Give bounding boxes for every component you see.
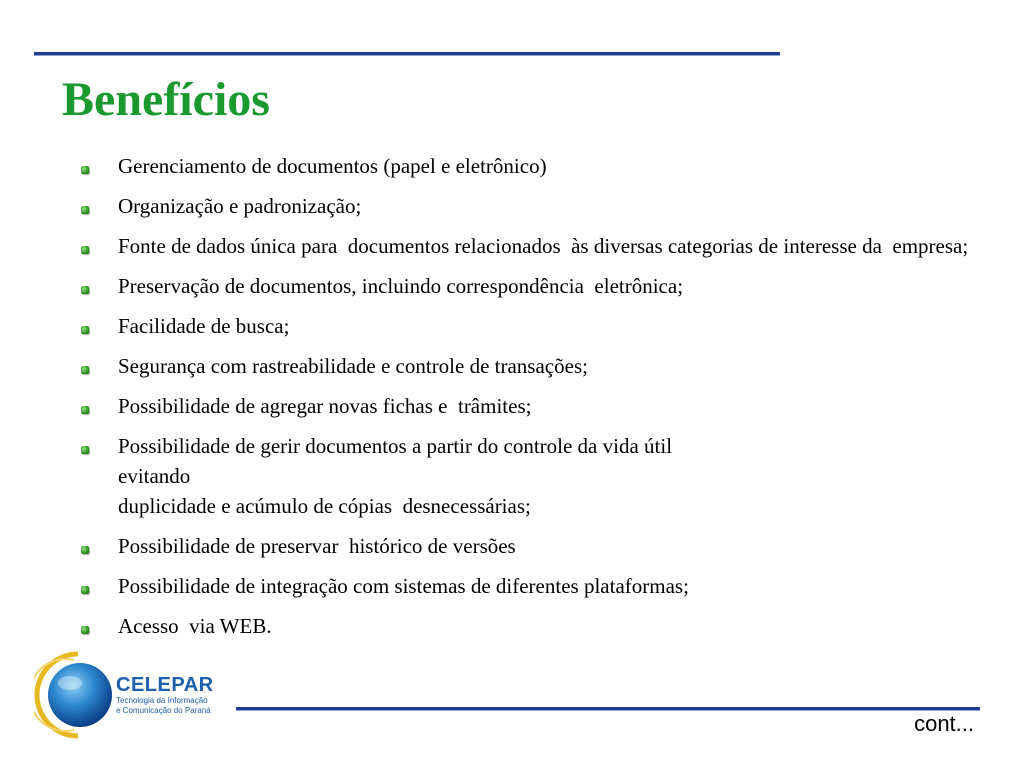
bullet-text: Possibilidade de integração com sistemas de diferentes plataformas;: [118, 574, 689, 598]
bullet-text: Facilidade de busca;: [118, 314, 290, 338]
bullet-item: [80, 191, 990, 221]
slide-title: Benefícios: [62, 73, 270, 126]
bullet-icon: [81, 406, 89, 414]
globe-logo-icon: [34, 650, 124, 740]
bullet-item: [80, 571, 990, 601]
bullet-text: Organização e padronização;: [118, 194, 362, 218]
bullet-text: Gerenciamento de documentos (papel e eletrônico): [118, 154, 547, 178]
logo-tagline: [116, 696, 226, 716]
bullet-text: Segurança com rastreabilidade e controle de transações;: [118, 354, 588, 378]
bullet-list: [80, 151, 990, 651]
bullet-item: [80, 391, 990, 421]
logo-tagline-line: e Comunicação do Paraná: [116, 706, 211, 715]
bullet-icon: [81, 366, 89, 374]
bullet-item: [80, 611, 990, 641]
bullet-item: [80, 531, 990, 561]
bullet-icon: [81, 286, 89, 294]
bullet-text: Fonte de dados única para documentos relacionados às diversas categorias de interesse da empresa;: [118, 234, 969, 258]
bullet-item: [80, 271, 990, 301]
bullet-item: [80, 151, 990, 181]
bullet-icon: [81, 246, 89, 254]
bullet-text: Possibilidade de preservar histórico de versões: [118, 534, 516, 558]
bullet-item: [80, 351, 990, 381]
bullet-text: Preservação de documentos, incluindo correspondência eletrônica;: [118, 274, 684, 298]
bullet-icon: [81, 166, 89, 174]
bullet-icon: [81, 326, 89, 334]
bullet-icon: [81, 446, 89, 454]
bullet-text: Possibilidade de agregar novas fichas e trâmites;: [118, 394, 532, 418]
bullet-icon: [81, 546, 89, 554]
logo-tagline-line: Tecnologia da Informação: [116, 696, 208, 705]
bullet-item: [80, 311, 990, 341]
bullet-icon: [81, 206, 89, 214]
bullet-icon: [81, 626, 89, 634]
celepar-logo: [34, 650, 224, 742]
top-divider: [34, 52, 780, 56]
bottom-divider: [236, 707, 980, 711]
logo-name: CELEPAR: [116, 674, 214, 696]
bullet-text: Acesso via WEB.: [118, 614, 272, 638]
bullet-item: [80, 431, 990, 521]
bullet-item: [80, 231, 990, 261]
continuation-label: cont...: [914, 711, 974, 736]
bullet-text: Possibilidade de gerir documentos a partir do controle da vida útil evitando duplicidade e acúmulo de cópias desnecessárias;: [118, 434, 673, 518]
bullet-icon: [81, 586, 89, 594]
